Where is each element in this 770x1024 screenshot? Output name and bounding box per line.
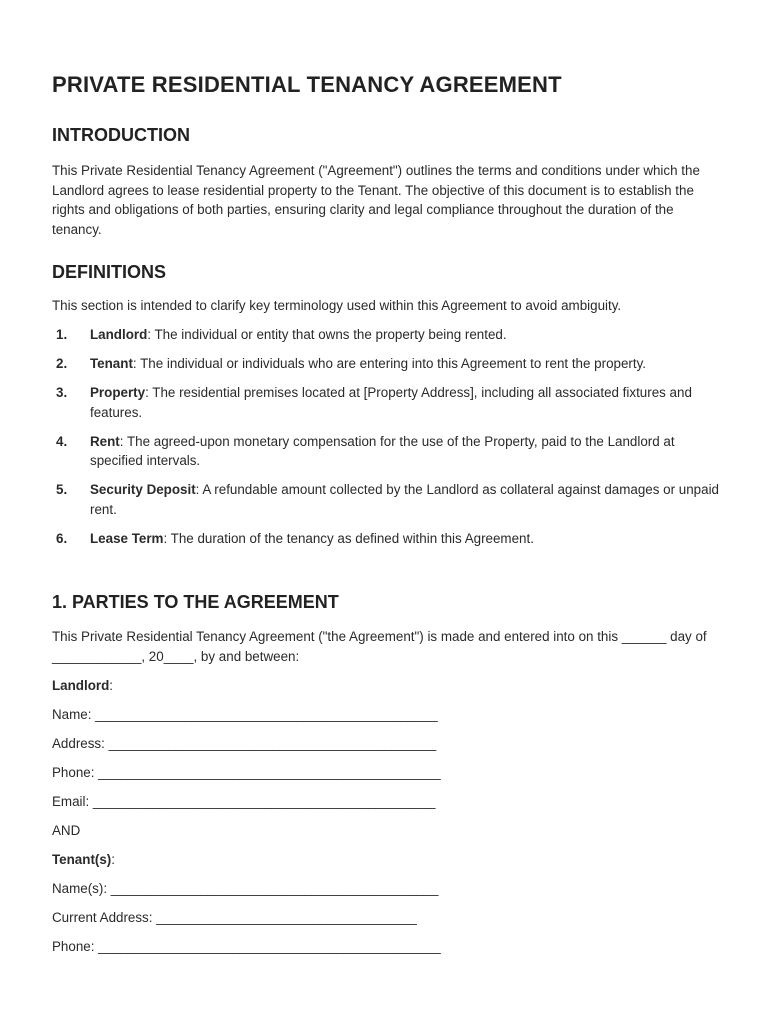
landlord-label: Landlord bbox=[52, 678, 110, 693]
definition-text: : The individual or entity that owns the property being rented. bbox=[147, 327, 507, 342]
definition-item-property bbox=[52, 383, 722, 422]
definition-term: Tenant bbox=[90, 356, 133, 371]
introduction-heading: INTRODUCTION bbox=[52, 125, 190, 145]
tenant-phone-field: Phone: ______________________________________________ bbox=[52, 939, 441, 954]
definition-term: Security Deposit bbox=[90, 482, 196, 497]
definition-number: 3. bbox=[56, 385, 68, 400]
definition-term: Landlord bbox=[90, 327, 148, 342]
definition-text: : The agreed-upon monetary compensation for the use of the Property, paid to the Landlord at specified intervals. bbox=[90, 433, 675, 468]
definition-item-rent bbox=[52, 432, 722, 471]
definition-number: 1. bbox=[56, 327, 68, 342]
definition-text: : A refundable amount collected by the Landlord as collateral against damages or unpaid rent. bbox=[90, 482, 719, 517]
definition-item-lease-term bbox=[52, 529, 722, 549]
definition-number: 2. bbox=[56, 356, 68, 371]
definition-item-tenant bbox=[52, 354, 722, 374]
definition-item-landlord bbox=[52, 325, 722, 345]
landlord-email-field: Email: ______________________________________________ bbox=[52, 794, 436, 809]
definitions-heading: DEFINITIONS bbox=[52, 262, 167, 282]
landlord-phone-field: Phone: ______________________________________________ bbox=[52, 765, 441, 780]
parties-heading: 1. PARTIES TO THE AGREEMENT bbox=[52, 592, 339, 612]
parties-intro: This Private Residential Tenancy Agreement ("the Agreement") is made and entered into on this ______ day of ____________, 20____, by and between: bbox=[52, 629, 707, 664]
definition-text: : The duration of the tenancy as defined within this Agreement. bbox=[163, 530, 534, 546]
definition-number: 6. bbox=[56, 530, 68, 546]
introduction-body: This Private Residential Tenancy Agreement ("Agreement") outlines the terms and conditions under which the Landlord agrees to lease residential property to the Tenant. The objective of this document is to establish the rights and obligations of both parties, ensuring clarity and legal compliance throughout the duration of the tenancy. bbox=[52, 163, 700, 237]
definition-number: 4. bbox=[56, 433, 68, 449]
definition-term: Rent bbox=[90, 433, 120, 449]
tenant-name-field: Name(s): ____________________________________________ bbox=[52, 881, 439, 896]
definition-text: : The individual or individuals who are entering into this Agreement to rent the property. bbox=[132, 356, 647, 371]
landlord-name-field: Name: ______________________________________________ bbox=[52, 707, 438, 722]
definition-term: Property bbox=[90, 385, 146, 400]
definition-term: Lease Term bbox=[90, 530, 164, 546]
tenant-address-field: Current Address: ___________________________________ bbox=[52, 910, 417, 925]
tenant-label: Tenant(s) bbox=[52, 852, 112, 867]
definitions-list bbox=[52, 325, 722, 558]
definitions-intro: This section is intended to clarify key terminology used within this Agreement to avoid ambiguity. bbox=[52, 298, 622, 313]
landlord-address-field: Address: ____________________________________________ bbox=[52, 736, 437, 751]
definition-number: 5. bbox=[56, 482, 68, 497]
landlord-label-line: Landlord: bbox=[52, 678, 114, 693]
definition-item-security-deposit bbox=[52, 480, 722, 519]
and-separator: AND bbox=[52, 823, 81, 838]
definition-text: : The residential premises located at [Property Address], including all associated fixtures and features. bbox=[90, 385, 692, 420]
tenant-label-line: Tenant(s): bbox=[52, 852, 115, 867]
document-title: PRIVATE RESIDENTIAL TENANCY AGREEMENT bbox=[52, 72, 562, 97]
